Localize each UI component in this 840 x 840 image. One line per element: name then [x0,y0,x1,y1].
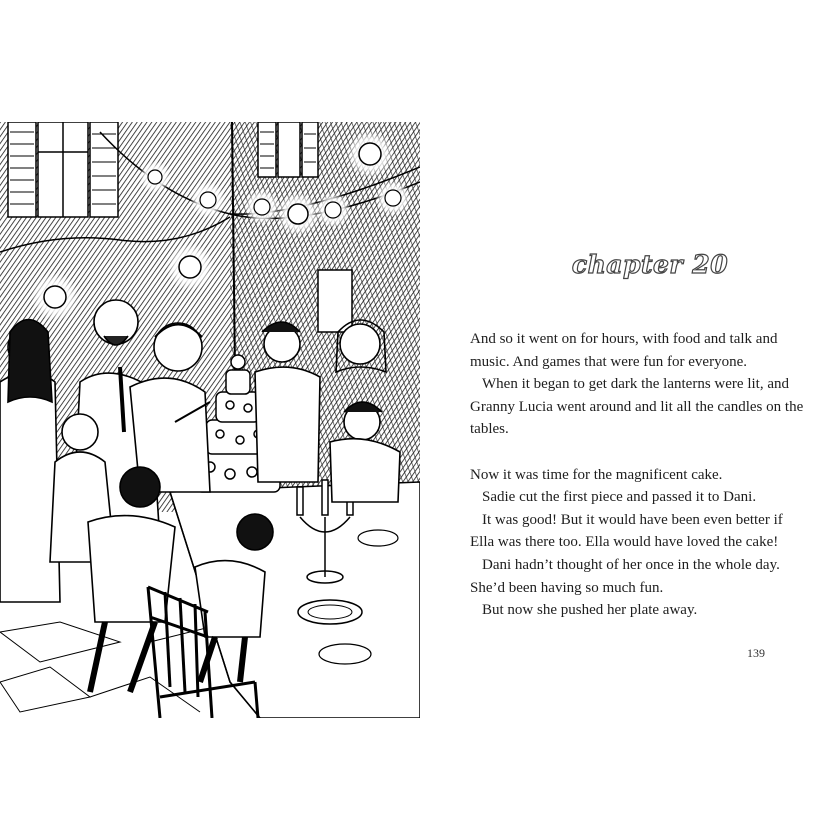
paragraph: Sadie cut the first piece and passed it to Dani. [482,489,757,506]
window-right [258,122,318,177]
paragraph: Dani hadn’t thought of her once in the whole day. She’d been having so much fun. [470,556,780,596]
paragraph: When it began to get dark the lanterns were lit, and Granny Lucia went around and lit all the candles on the tables. [470,376,804,438]
paragraph: But now she pushed her plate away. [482,602,698,619]
paragraph: It was good! But it would have been even better if Ella was there too. Ella would have loved the cake! [470,511,783,551]
party-illustration [0,122,420,718]
chapter-title: chapter 20 [571,250,729,279]
paragraph: And so it went on for hours, with food and talk and music. And games that were fun for everyone. [470,331,778,370]
chapter-body [470,328,805,622]
page-number: 139 [747,646,765,660]
window-left [8,122,118,217]
paragraph: Now it was time for the magnificent cake. [470,466,723,483]
